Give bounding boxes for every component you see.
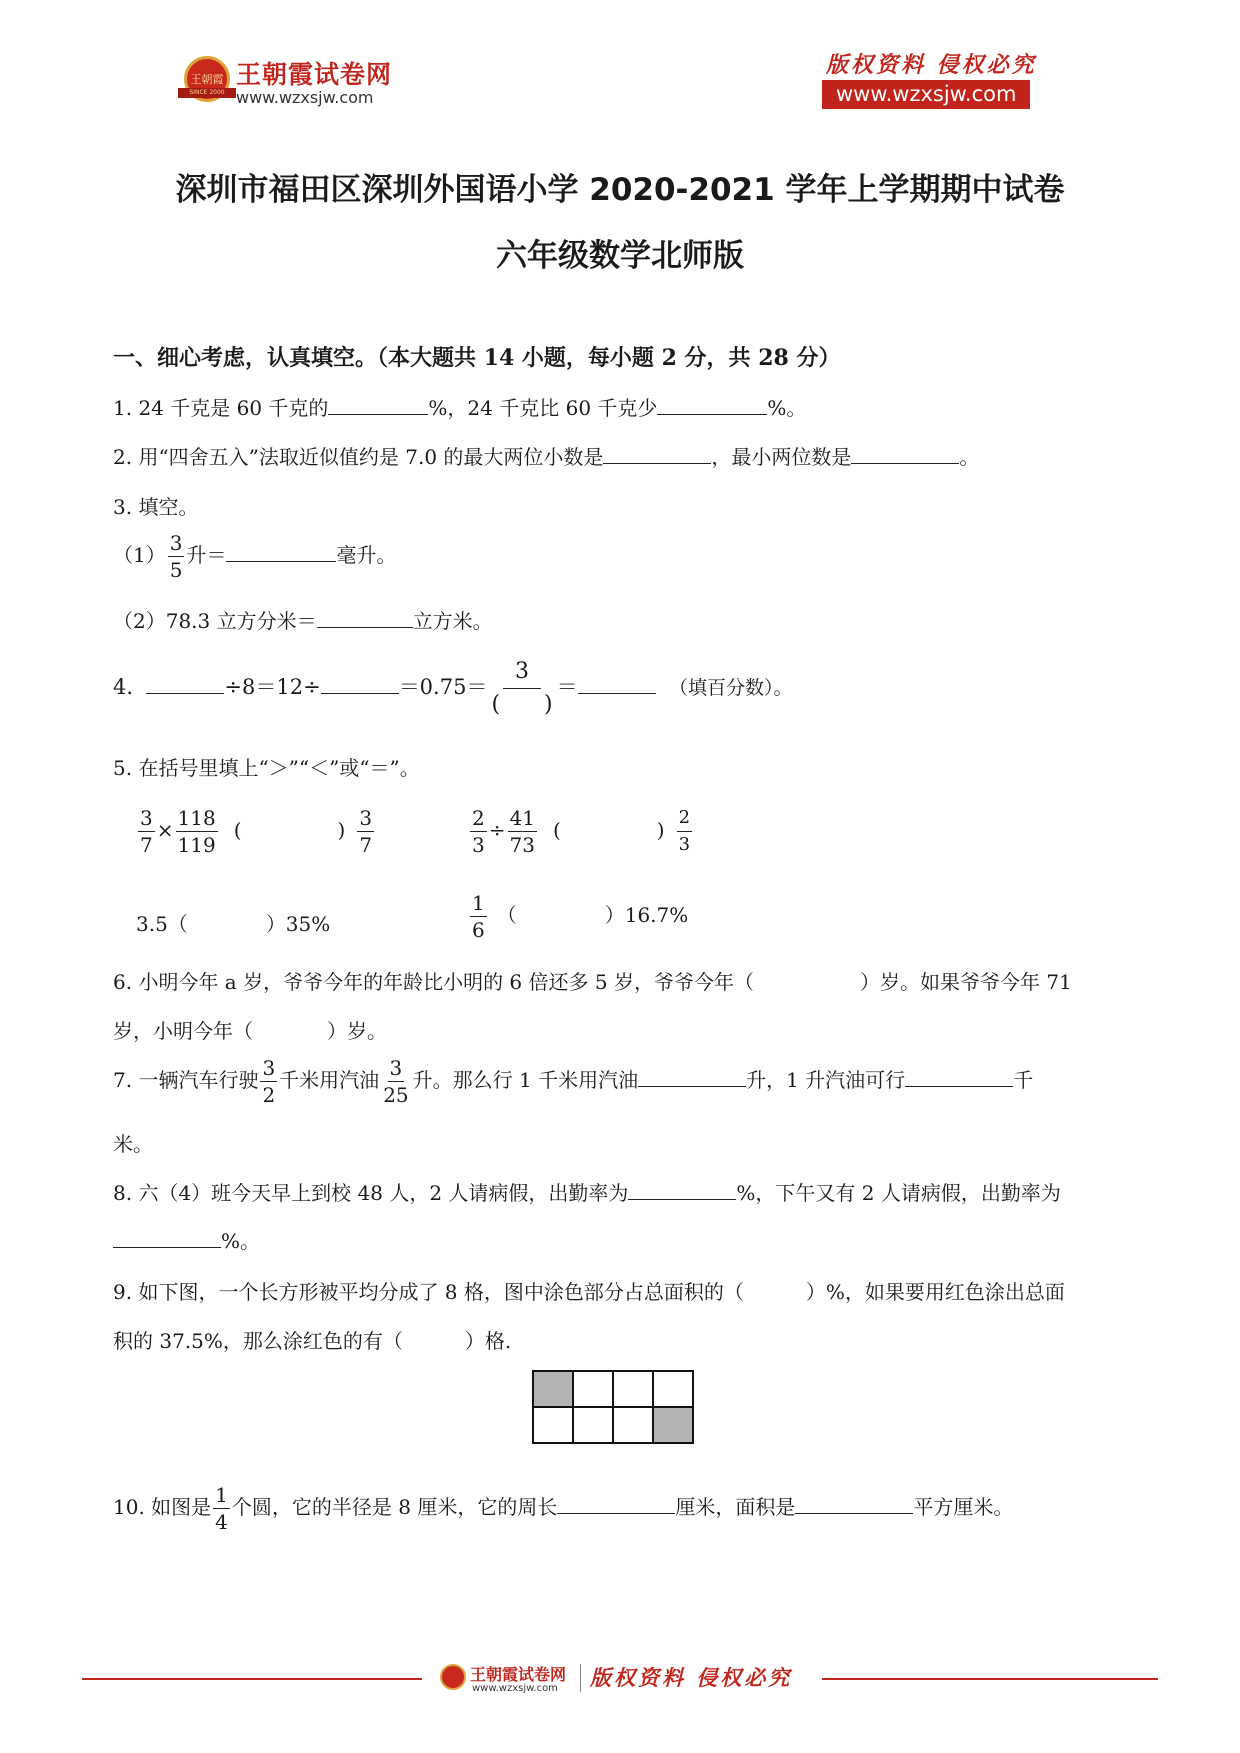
footer-rule-left [82,1678,422,1680]
copyright-notice: 版权资料 侵权必究 [826,52,1037,78]
q8-blank-2[interactable] [113,1229,221,1248]
q8-text-3: %。 [221,1229,261,1253]
grid-cell [653,1371,693,1407]
q10-text-1: 10. 如图是 [113,1495,212,1519]
q5-e2-paren-left: ( [552,818,561,842]
q7-text-4: 升，1 升汽油可行 [746,1068,906,1092]
grid-cell [533,1407,573,1443]
q7-blank-1[interactable] [638,1068,746,1087]
q5-e2-paren-right: ) [656,818,665,842]
q5-expression-4 [468,890,688,943]
q1-text-2: %，24 千克比 60 千克少 [428,396,658,420]
q5-e2-b-num: 41 [509,806,535,830]
q7-f1-num: 3 [262,1056,276,1080]
q5-e1-paren-left: ( [233,818,242,842]
page-title: 深圳市福田区深圳外国语小学 2020-2021 学年上学期期中试卷 [175,172,1065,208]
q3-1-suffix: 毫升。 [336,543,397,567]
brand-url: www.wzxsjw.com [236,88,374,107]
q5-e1-c-den: 7 [359,833,373,857]
q5-e4-right: ）16.7% [604,903,689,927]
footer-rule-right [822,1678,1158,1680]
q5-e4-fraction [470,890,487,943]
q9-text-3: 积的 37.5%，那么涂红色的有（ [113,1329,403,1353]
q3-2-prefix: （2）78.3 立方分米＝ [113,609,317,633]
footer-brand: 王朝霞试卷网 [470,1665,567,1684]
q5-e2-op: ÷ [488,818,506,842]
q4-blank-2[interactable] [321,675,399,694]
question-9-line-1 [113,1276,1065,1305]
q3-1-blank[interactable] [226,543,336,562]
q4-blank-1[interactable] [146,675,224,694]
q6-text-1: 6. 小明今年 a 岁，爷爷今年的年龄比小明的 6 倍还多 5 岁，爷爷今年（ [113,970,754,994]
grid-row [533,1407,693,1443]
q4-note: （填百分数）。 [668,677,793,699]
grid-row [533,1371,693,1407]
grid-cell [573,1407,613,1443]
q9-text-4: ）格. [464,1329,512,1353]
question-6-line-1 [113,966,1072,995]
q1-blank-2[interactable] [657,396,767,415]
question-8-line-2 [113,1225,260,1254]
brand-name: 王朝霞试卷网 [236,60,393,89]
q3-1-numerator: 3 [169,531,183,555]
q10-text-4: 平方厘米。 [913,1495,1014,1519]
grid-cell-shaded [653,1407,693,1443]
q7-text-2: 千米用汽油 [279,1068,380,1092]
q3-1-prefix: （1） [113,543,166,567]
q2-text-3: 。 [959,445,980,469]
q3-1-fraction [168,530,185,583]
q6-text-3: 岁，小明今年（ [113,1019,253,1043]
q7-f2-den: 25 [383,1083,409,1107]
question-6-line-2 [113,1015,387,1044]
question-10 [113,1482,1013,1535]
q3-1-denominator: 5 [169,558,183,582]
q5-e4-paren-left: （ [496,903,517,927]
section-heading: 一、细心考虑，认真填空。（本大题共 14 小题，每小题 2 分，共 28 分） [113,345,841,371]
q10-text-2: 个圆，它的半径是 8 厘米，它的周长 [231,1495,558,1519]
footer-seal-icon [440,1664,466,1690]
question-9-line-2 [113,1325,511,1354]
question-3-label: 3. 填空。 [113,495,199,519]
question-2 [113,441,979,470]
q4-fraction [489,656,554,721]
footer-divider [580,1664,581,1692]
q5-e2-c-den: 3 [678,834,691,855]
q5-e2-frac-a [470,805,487,858]
q10-text-3: 厘米，面积是 [675,1495,796,1519]
footer-url: www.wzxsjw.com [472,1683,558,1694]
question-5-label: 5. 在括号里填上“＞”“＜”或“＝”。 [113,756,420,780]
q1-text-3: %。 [767,396,807,420]
q7-blank-2[interactable] [905,1068,1013,1087]
q3-1-mid: 升＝ [186,543,227,567]
rectangle-grid-figure [532,1370,694,1444]
q9-text-1: 9. 如下图，一个长方形被平均分成了 8 格，图中涂色部分占总面积的（ [113,1280,744,1304]
q4-eq075: ＝0.75＝ [398,675,488,699]
copyright-url: www.wzxsjw.com [822,80,1030,109]
q8-text-1: 8. 六（4）班今天早上到校 48 人，2 人请病假，出勤率为 [113,1181,629,1205]
q10-blank-2[interactable] [795,1495,913,1514]
q7-text-5: 千 [1013,1068,1034,1092]
q5-e2-a-den: 3 [472,833,485,857]
q5-e1-a-num: 3 [140,806,153,830]
page-subtitle: 六年级数学北师版 [496,238,744,274]
q9-text-2: ）%，如果要用红色涂出总面 [805,1280,1065,1304]
question-8 [113,1177,1061,1206]
q7-text-1: 7. 一辆汽车行驶 [113,1068,259,1092]
q5-e1-frac-a [138,805,155,858]
q5-e1-frac-b [176,805,218,858]
q10-den: 4 [215,1510,228,1534]
q3-2-suffix: 立方米。 [412,609,493,633]
question-3-2 [113,605,493,634]
q5-e4-num: 1 [472,891,485,915]
q6-text-2: ）岁。如果爷爷今年 71 [859,970,1072,994]
question-7-line-2: 米。 [113,1132,153,1156]
q5-e1-op: × [156,818,174,842]
grid-cell [573,1371,613,1407]
q5-e1-b-num: 118 [177,806,216,830]
q8-blank-1[interactable] [628,1181,736,1200]
q5-e3-left: 3.5（ [136,912,188,936]
q7-fraction-2 [381,1055,410,1108]
q4-number: 4. [113,675,134,699]
q8-text-2: %，下午又有 2 人请病假，出勤率为 [736,1181,1061,1205]
question-3-1 [113,530,396,583]
q4-denominator[interactable]: ( ) [491,692,553,717]
question-1 [113,392,806,421]
q7-text-3: 升。那么行 1 千米用汽油 [412,1068,639,1092]
q4-div8: ÷8＝12÷ [224,675,321,699]
q2-text-1: 2. 用“四舍五入”法取近似值约是 7.0 的最大两位小数是 [113,445,604,469]
grid-cell [613,1371,653,1407]
q5-e4-den: 6 [472,918,485,942]
q10-fraction [213,1482,230,1535]
q5-expression-1 [136,805,376,858]
q10-num: 1 [215,1483,228,1507]
q5-e2-frac-b [508,805,537,858]
q7-fraction-1 [260,1055,277,1108]
q2-blank-2[interactable] [851,445,959,464]
q4-eq: ＝ [556,675,578,699]
q5-e2-frac-c [677,805,692,858]
q4-blank-3[interactable] [578,675,656,694]
q10-blank-1[interactable] [557,1495,675,1514]
q5-expression-2 [468,805,694,858]
seal-text: 王朝霞 [190,73,224,86]
q5-e2-c-num: 2 [677,805,692,832]
q4-numerator: 3 [503,656,541,689]
site-logo [184,56,230,102]
q5-expression-3 [136,908,330,937]
q7-f1-den: 2 [262,1083,276,1107]
q3-2-blank[interactable] [317,609,413,628]
q5-e1-b-den: 119 [177,833,216,857]
q1-blank-1[interactable] [328,396,428,415]
q2-text-2: ，最小两位数是 [711,445,852,469]
footer-copyright: 版权资料 侵权必究 [590,1665,793,1690]
grid-cell-shaded [533,1371,573,1407]
q5-e1-paren-right: ) [337,818,346,842]
q5-e2-b-den: 73 [509,833,535,857]
q5-e1-frac-c [357,805,374,858]
q7-f2-num: 3 [389,1056,403,1080]
q5-e2-a-num: 2 [472,806,485,830]
q5-e3-right: ）35% [265,912,331,936]
logo-ribbon: SINCE 2000 [178,88,236,98]
grid-cell [613,1407,653,1443]
question-4 [113,656,793,721]
q5-e1-c-num: 3 [359,806,373,830]
q5-e1-a-den: 7 [140,833,153,857]
question-7 [113,1055,1033,1108]
q1-text-1: 1. 24 千克是 60 千克的 [113,396,329,420]
q2-blank-1[interactable] [603,445,711,464]
q6-text-4: ）岁。 [327,1019,387,1043]
